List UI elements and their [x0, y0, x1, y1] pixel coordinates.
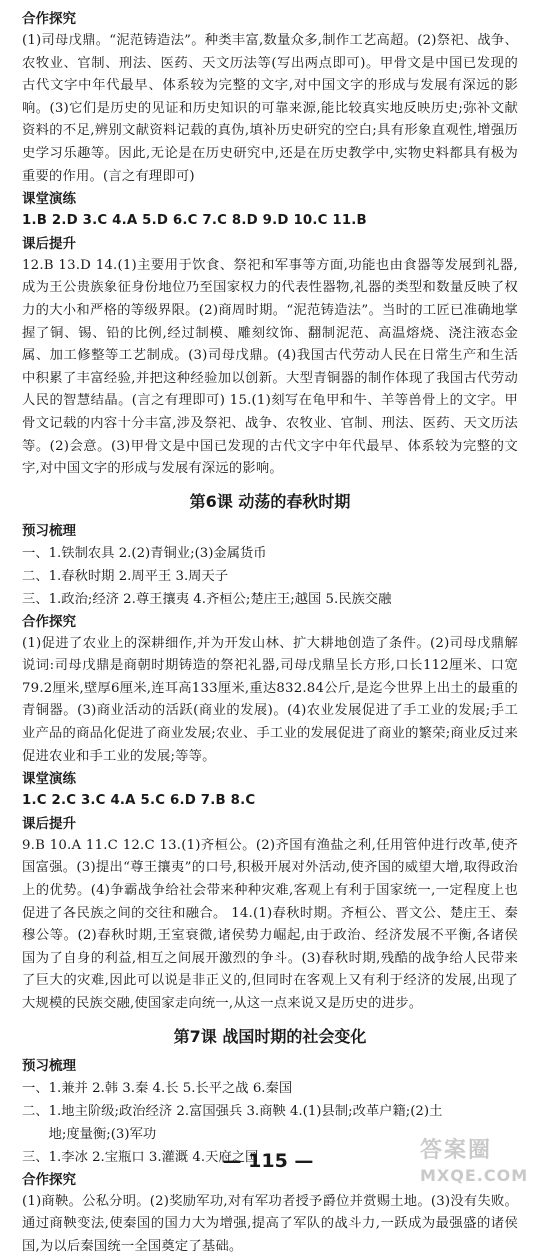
answer-paragraph: (1)商鞅。公私分明。(2)奖励军功,对有军功者授予爵位并赏赐土地。(3)没有失败。通过商鞅变法,使秦国的国力大为增强,提高了军队的战斗力,一跃成为最强盛的诸侯国,为以后秦国统一全国奠定了基础。 [22, 1193, 518, 1254]
watermark-text: 答案圈 [420, 1138, 493, 1163]
answer-line: 二、1.春秋时期 2.周平王 3.周天子 [22, 568, 229, 584]
lesson-title: 第7课 战国时期的社会变化 [173, 1026, 367, 1046]
answer-key-line: 1.B 2.D 3.C 4.A 5.D 6.C 7.C 8.D 9.D 10.C 11.B [22, 213, 367, 229]
answer-paragraph: 9.B 10.A 11.C 12.C 13.(1)齐桓公。(2)齐国有渔盐之利,任用管仲进行改革,使齐国富强。(3)提出“尊王攘夷”的口号,积极开展对外活动,使齐国的威望大增,取得政治上的优势。(4)争霸战争给社会带来种种灾难,客观上有利于国家统一,一定程度上也促进了各民族之间的交往和融合。 14.(1)春秋时期。齐桓公、晋文公、楚庄王、秦穆公等。(2)春秋时期,王室衰微,诸侯势力崛起,由于政治、经济发展不平衡,各诸侯国为了自身的利益,相互之间展开激烈的争斗。(3)春秋时期,残酷的战争给人民带来了巨大的灾难,因此可以说是非正义的,但同时在客观上又有利于经济的发展,出现了大规模的民族交融,使国家走向统一,从这一点来说又是历史的进步。 [22, 837, 518, 1011]
watermark-url: MXQE.COM [420, 1166, 529, 1185]
answer-line: 二、1.地主阶级;政治经济 2.富国强兵 3.商鞅 4.(1)县制;改革户籍;(2)土 [22, 1103, 443, 1119]
answer-paragraph: (1)促进了农业上的深耕细作,并为开发山林、扩大耕地创造了条件。(2)司母戊鼎解说词:司母戊鼎是商朝时期铸造的祭祀礼器,司母戊鼎呈长方形,口长112厘米、口宽79.2厘米,壁厚6厘米,连耳高133厘米,重达832.84公斤,是迄今世界上出土的最重的青铜器。(3)商业活动的活跃(商业的发展)。(4)农业发展促进了手工业的发展;手工业产品的商品化促进了商业发展;农业、手工业的发展促进了商业的繁荣;商业反过来促进农业和手工业的发展;等等。 [22, 635, 518, 764]
answer-line: 三、1.政治;经济 2.尊王攘夷 4.齐桓公;楚庄王;越国 5.民族交融 [22, 591, 392, 607]
answer-line: 一、1.兼并 2.韩 3.秦 4.长 5.长平之战 6.秦国 [22, 1080, 293, 1096]
answer-line: 地;度量衡;(3)军功 [22, 1126, 157, 1142]
lesson-title: 第6课 动荡的春秋时期 [189, 491, 351, 511]
answer-line: 一、1.铁制农具 2.(2)青铜业;(3)金属货币 [22, 545, 267, 561]
section-heading: 预习梳理 [22, 1057, 76, 1074]
answer-key-line: 1.C 2.C 3.C 4.A 5.C 6.D 7.B 8.C [22, 793, 256, 809]
section-heading: 课堂演练 [22, 191, 76, 208]
section-heading: 合作探究 [22, 11, 76, 27]
page-number: — 115 — [222, 1150, 314, 1172]
section-heading: 课后提升 [22, 815, 76, 832]
watermark-logo [420, 1136, 532, 1194]
answer-line: 三、1.李冰 2.宝瓶口 3.灌溉 4.天府之国 [22, 1149, 259, 1165]
answer-paragraph: (1)司母戊鼎。“泥范铸造法”。种类丰富,数量众多,制作工艺高超。(2)祭祀、战争、农牧业、官制、刑法、医药、天文历法等(写出两点即可)。甲骨文是中国已发现的古代文字中年代最早、体系较为完整的文字,对中国文字的形成与发展有深远的影响。(3)它们是历史的见证和历史知识的可靠来源,能比较真实地反映历史;弥补文献资料的不足,辨别文献资料记载的真伪,填补历史研究的空白;具有形象直观性,增强历史学习乐趣等。因此,无论是在历史研究中,还是在历史教学中,实物史料都具有极为重要的作用。(言之有理即可) [22, 33, 518, 184]
section-heading: 课后提升 [22, 235, 76, 252]
answer-paragraph: 12.B 13.D 14.(1)主要用于饮食、祭祀和军事等方面,功能也由食器等发展到礼器,成为王公贵族象征身份地位乃至国家权力的代表性器物,礼器的类型和数量反映了权力的大小和严格的等级界限。(2)商周时期。“泥范铸造法”。当时的工匠已准确地掌握了铜、锡、铅的比例,经过制模、雕刻纹饰、翻制泥范、高温熔烧、浇注液态金属、加工修整等工艺制成。(3)司母戊鼎。(4)我国古代劳动人民在日常生产和生活中积累了丰富经验,并把这种经验加以创新。大型青铜器的制作体现了我国古代劳动人民的智慧结晶。(言之有理即可) 15.(1)刻写在龟甲和牛、羊等兽骨上的文字。甲骨文记载的内容十分丰富,涉及祭祀、战争、农牧业、官制、刑法、医药、天文历法等。(2)会意。(3)甲骨文是中国已发现的古代文字中年代最早、体系较为完整的文字,对中国文字的形成与发展有深远的影响。 [22, 257, 518, 477]
answer-content [22, 8, 518, 1258]
section-heading: 合作探究 [22, 613, 76, 630]
section-heading: 合作探究 [22, 1171, 76, 1188]
section-heading: 课堂演练 [22, 771, 76, 788]
section-heading: 预习梳理 [22, 522, 76, 539]
